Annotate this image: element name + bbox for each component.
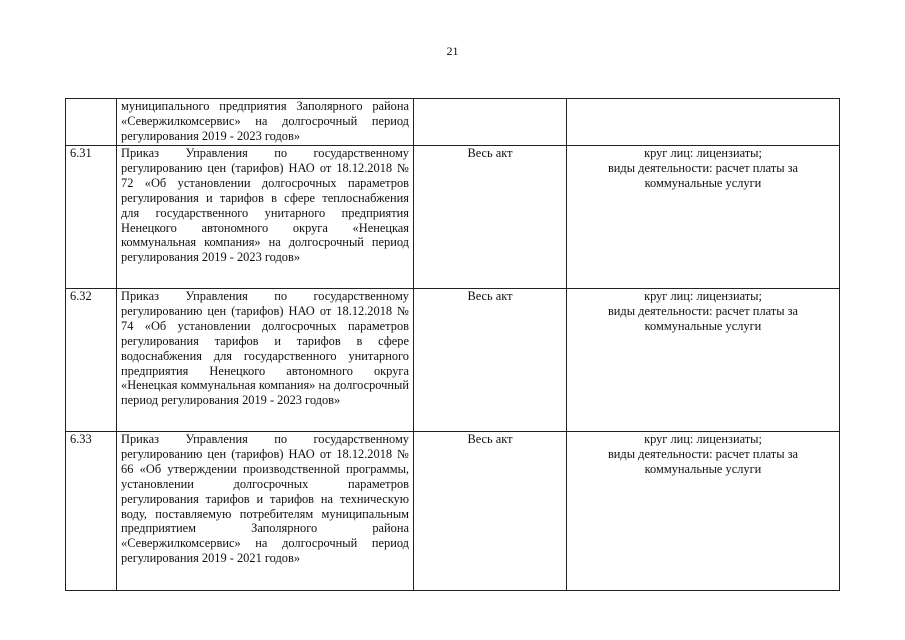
note-line: коммунальные услуги bbox=[644, 175, 762, 190]
act-note bbox=[567, 146, 840, 289]
table-row bbox=[66, 99, 840, 146]
note-line: виды деятельности: расчет платы за bbox=[607, 303, 799, 318]
act-scope: Весь акт bbox=[414, 146, 567, 289]
row-number: 6.31 bbox=[66, 146, 117, 289]
row-number bbox=[66, 99, 117, 146]
act-note bbox=[567, 432, 840, 591]
table-row bbox=[66, 146, 840, 289]
act-note bbox=[567, 289, 840, 432]
note-line: круг лиц: лицензиаты; bbox=[644, 146, 762, 160]
act-note bbox=[567, 99, 840, 146]
act-scope: Весь акт bbox=[414, 432, 567, 591]
note-line: коммунальные услуги bbox=[644, 461, 762, 476]
note-line: круг лиц: лицензиаты; bbox=[644, 432, 762, 446]
row-number: 6.32 bbox=[66, 289, 117, 432]
acts-table bbox=[65, 98, 840, 591]
act-scope: Весь акт bbox=[414, 289, 567, 432]
act-description: Приказ Управления по государственному регулированию цен (тарифов) НАО от 18.12.2018 № 66 «Об утверждении производственной программы, установлении долгосрочных параметров регулирования тарифов и тарифов на техническую воду, поставляемую потребителям муниципальным предприятием Заполярного района «Севержилкомсервис» на долгосрочный период регулирования 2019 - 2021 годов» bbox=[117, 432, 414, 591]
note-line: коммунальные услуги bbox=[644, 318, 762, 333]
note-line: виды деятельности: расчет платы за bbox=[607, 160, 799, 175]
act-description: Приказ Управления по государственному регулированию цен (тарифов) НАО от 18.12.2018 № 72 «Об установлении долгосрочных параметров регулирования и тарифов в сфере теплоснабжения для государственного унитарного предприятия Ненецкого автономного округа «Ненецкая коммунальная компания» на долгосрочный период регулирования 2019 - 2023 годов» bbox=[117, 146, 414, 289]
table-row bbox=[66, 432, 840, 591]
act-scope bbox=[414, 99, 567, 146]
table-row bbox=[66, 289, 840, 432]
act-description: муниципального предприятия Заполярного района «Севержилкомсервис» на долгосрочный период регулирования 2019 - 2023 годов» bbox=[117, 99, 414, 146]
act-description: Приказ Управления по государственному регулированию цен (тарифов) НАО от 18.12.2018 № 74 «Об установлении долгосрочных параметров регулирования тарифов и тарифов в сфере водоснабжения для государственного унитарного предприятия Ненецкого автономного округа «Ненецкая коммунальная компания» на долгосрочный период регулирования 2019 - 2023 годов» bbox=[117, 289, 414, 432]
page-number: 21 bbox=[446, 44, 459, 58]
note-line: виды деятельности: расчет платы за bbox=[607, 446, 799, 461]
note-line: круг лиц: лицензиаты; bbox=[644, 289, 762, 303]
row-number: 6.33 bbox=[66, 432, 117, 591]
